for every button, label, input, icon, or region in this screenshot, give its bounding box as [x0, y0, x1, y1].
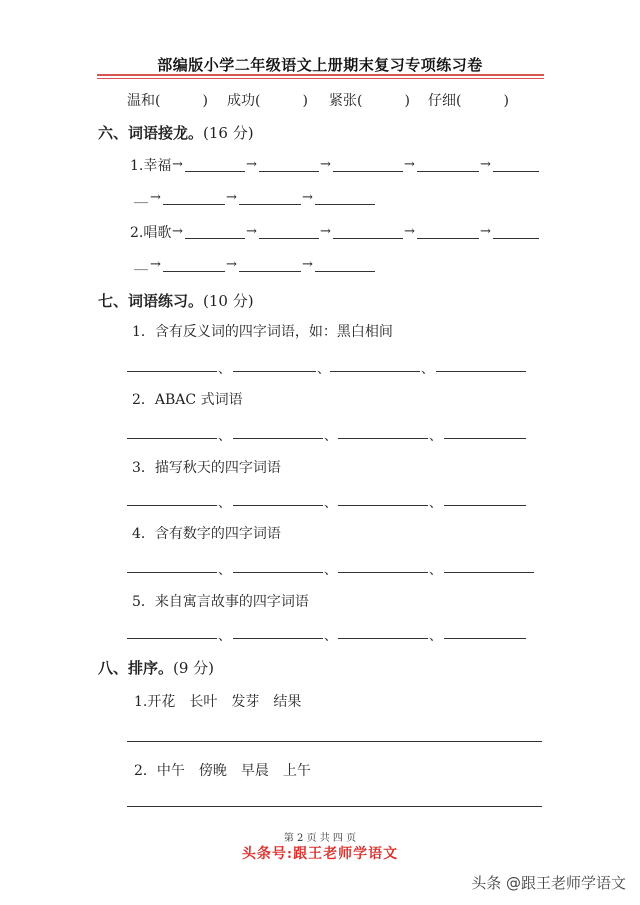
- arrow-icon: →: [302, 257, 313, 272]
- answer-blank[interactable]: [127, 371, 217, 372]
- separator: 、: [218, 563, 232, 578]
- answer-blank[interactable]: [185, 171, 245, 172]
- answer-blank[interactable]: [127, 572, 217, 573]
- answer-blank[interactable]: [163, 204, 225, 205]
- answer-blank[interactable]: [333, 171, 403, 172]
- answer-blank[interactable]: [493, 238, 539, 239]
- separator: 、: [429, 563, 443, 578]
- header-rule: [97, 74, 544, 76]
- arrow-icon: →: [320, 224, 331, 239]
- answer-blank[interactable]: [127, 638, 217, 639]
- separator: 、: [218, 362, 232, 377]
- answer-line[interactable]: [127, 741, 542, 742]
- answer-blank[interactable]: [315, 271, 375, 272]
- antonym-item: 仔细( ): [428, 93, 509, 109]
- separator: 、: [218, 429, 232, 444]
- s8-question: 2．中午 傍晚 早晨 上午: [134, 763, 311, 779]
- arrow-icon: →: [320, 157, 331, 172]
- answer-blank[interactable]: [338, 438, 428, 439]
- answer-blank[interactable]: [233, 572, 323, 573]
- arrow-icon: →: [226, 190, 237, 205]
- lead-blank[interactable]: __: [134, 255, 148, 271]
- page-title: 部编版小学二年级语文上册期末复习专项练习卷: [157, 56, 483, 74]
- answer-blank[interactable]: [444, 505, 526, 506]
- answer-blank[interactable]: [417, 171, 479, 172]
- chain-q1-label: 1.幸福: [130, 158, 172, 174]
- arrow-icon: →: [246, 224, 257, 239]
- separator: 、: [324, 496, 338, 511]
- section-6-title: 六、词语接龙。: [98, 124, 204, 142]
- arrow-icon: →: [480, 157, 491, 172]
- section-8-score: (9 分): [173, 659, 215, 677]
- separator: 、: [218, 629, 232, 644]
- s7-question: 5．来自寓言故事的四字词语: [132, 594, 309, 610]
- answer-blank[interactable]: [333, 238, 403, 239]
- separator: 、: [429, 429, 443, 444]
- arrow-icon: →: [150, 257, 161, 272]
- answer-blank[interactable]: [338, 572, 428, 573]
- s7-question: 1．含有反义词的四字词语，如：黑白相间: [132, 324, 393, 340]
- antonym-item: 温和( ): [127, 93, 208, 109]
- arrow-icon: →: [172, 157, 183, 172]
- arrow-icon: →: [246, 157, 257, 172]
- page-number: 第 2 页 共 四 页: [283, 833, 357, 844]
- answer-blank[interactable]: [233, 438, 323, 439]
- answer-blank[interactable]: [338, 638, 428, 639]
- section-6-score: (16 分): [203, 124, 254, 142]
- chain-q2-label: 2.唱歌: [130, 225, 172, 241]
- separator: 、: [421, 362, 435, 377]
- answer-blank[interactable]: [315, 204, 375, 205]
- answer-line[interactable]: [127, 806, 542, 807]
- section-8-heading: [98, 657, 214, 678]
- answer-blank[interactable]: [127, 438, 217, 439]
- answer-blank[interactable]: [338, 505, 428, 506]
- answer-blank[interactable]: [127, 505, 217, 506]
- arrow-icon: →: [302, 190, 313, 205]
- answer-blank[interactable]: [259, 238, 319, 239]
- answer-blank[interactable]: [185, 238, 245, 239]
- s7-question: 2．ABAC 式词语: [132, 392, 243, 408]
- answer-blank[interactable]: [493, 171, 539, 172]
- arrow-icon: →: [150, 190, 161, 205]
- answer-blank[interactable]: [417, 238, 479, 239]
- arrow-icon: →: [404, 224, 415, 239]
- arrow-icon: →: [404, 157, 415, 172]
- answer-blank[interactable]: [233, 638, 323, 639]
- separator: 、: [324, 563, 338, 578]
- answer-blank[interactable]: [444, 572, 534, 573]
- arrow-icon: →: [480, 224, 491, 239]
- answer-blank[interactable]: [239, 271, 301, 272]
- s7-question: 3．描写秋天的四字词语: [132, 460, 281, 476]
- section-7-heading: [98, 290, 254, 311]
- s8-question: 1.开花 长叶 发芽 结果: [134, 694, 302, 710]
- s7-question: 4．含有数字的四字词语: [132, 526, 281, 542]
- answer-blank[interactable]: [259, 171, 319, 172]
- header-rule-thin: [97, 78, 544, 79]
- lead-blank[interactable]: __: [134, 188, 148, 204]
- answer-blank[interactable]: [163, 271, 225, 272]
- answer-blank[interactable]: [233, 371, 316, 372]
- answer-blank[interactable]: [444, 638, 526, 639]
- separator: 、: [429, 629, 443, 644]
- section-7-title: 七、词语练习。: [98, 292, 204, 310]
- arrow-icon: →: [226, 257, 237, 272]
- answer-blank[interactable]: [436, 371, 526, 372]
- answer-blank[interactable]: [330, 371, 420, 372]
- watermark: 头条 @跟王老师学语文: [471, 874, 626, 892]
- separator: 、: [429, 496, 443, 511]
- separator: 、: [218, 496, 232, 511]
- separator: 、: [324, 429, 338, 444]
- section-6-heading: [98, 122, 254, 143]
- answer-blank[interactable]: [444, 438, 526, 439]
- separator: 、: [324, 629, 338, 644]
- antonym-item: 紧张( ): [329, 93, 410, 109]
- answer-blank[interactable]: [239, 204, 301, 205]
- answer-blank[interactable]: [233, 505, 323, 506]
- arrow-icon: →: [172, 224, 183, 239]
- section-7-score: (10 分): [203, 292, 254, 310]
- antonym-item: 成功( ): [227, 93, 308, 109]
- separator: 、: [317, 362, 331, 377]
- brand-label: 头条号:跟王老师学语文: [241, 846, 399, 862]
- section-8-title: 八、排序。: [98, 659, 174, 677]
